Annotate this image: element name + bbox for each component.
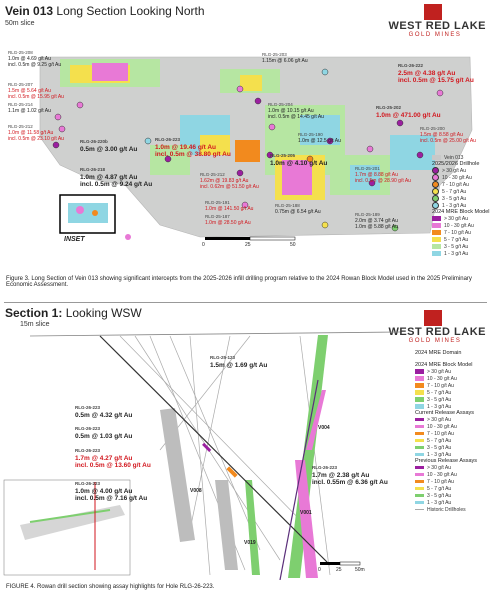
dot-icon	[432, 174, 439, 181]
legend-item	[415, 471, 489, 478]
intercept-label	[312, 464, 388, 487]
legend-label: 3 - 5 g/t Au	[427, 444, 452, 451]
swatch-icon	[415, 369, 424, 374]
legend-item	[415, 451, 489, 458]
logo-main-text: WEST RED LAKE	[388, 20, 486, 32]
legend-item	[415, 416, 489, 423]
intercept-label	[80, 166, 152, 189]
legend-item	[415, 499, 489, 506]
legend-label: > 30 g/t Au	[427, 368, 452, 375]
intercept-label	[200, 172, 259, 190]
legend-title: 2024 MRE Block Model	[415, 362, 473, 368]
swatch-icon	[432, 244, 441, 249]
fig3-scale-tick-1: 25	[245, 242, 251, 248]
legend-item	[415, 430, 489, 437]
legend-item	[415, 464, 489, 471]
vein-label: V019	[244, 540, 256, 546]
legend-label: > 30 g/t Au	[444, 215, 469, 222]
hole-id: RLG-26-223	[75, 405, 101, 410]
legend-label: 3 - 5 g/t Au	[427, 396, 452, 403]
legend-label: 3 - 5 g/t Au	[444, 243, 469, 250]
swatch-icon	[415, 404, 424, 409]
intercept-line: incl. 0.5m @ 9.25 g/t Au	[8, 62, 62, 68]
legend-item	[432, 215, 490, 222]
intercept-label	[376, 104, 441, 119]
legend-item	[415, 506, 489, 513]
legend-label: 1 - 3 g/t Au	[427, 499, 452, 506]
fig3-legend	[432, 154, 490, 257]
logo-sub-text: GOLD MINES	[408, 32, 462, 38]
legend-vein	[432, 154, 490, 161]
legend-label: 1 - 3 g/t Au	[427, 403, 452, 410]
intercept-label	[270, 152, 327, 167]
legend-item	[415, 423, 489, 430]
hole-id: RLG-25-201	[355, 166, 380, 171]
fig3-logo	[384, 4, 486, 38]
intercept-label	[80, 138, 137, 153]
intercept-label	[355, 212, 398, 230]
swatch-icon	[415, 418, 424, 421]
intercept-line: 1.0m @ 28.50 g/t Au	[205, 220, 251, 226]
inset-label: INSET	[64, 236, 85, 243]
hole-id: RLG-25-212	[8, 124, 33, 129]
legend-item	[432, 250, 490, 257]
legend-title: 2024 MRE Domain	[415, 350, 462, 356]
hole-id: RLG-26-218	[80, 167, 106, 172]
fig3-title-bold: Vein 013	[5, 4, 54, 18]
vein-label: V008	[190, 488, 202, 494]
legend-item	[415, 389, 489, 396]
hole-id: RLG-25-203	[262, 52, 287, 57]
hole-id: RLG-25-212	[200, 172, 225, 177]
legend-item	[432, 174, 490, 181]
intercept-line: incl. 0.5m @ 25.00 g/t Au	[420, 138, 476, 144]
hole-id: RLG-25-208	[8, 50, 33, 55]
hole-id: RLG-25-190	[298, 132, 323, 137]
legend-label: Vein 013	[444, 154, 464, 161]
logo-main-text: WEST RED LAKE	[388, 326, 486, 338]
legend-label: 10 - 30 g/t Au	[444, 222, 474, 229]
hole-id: RLG-26-223	[75, 426, 101, 431]
intercept-line: incl. 0.5m @ 14.45 g/t Au	[268, 114, 324, 120]
hole-id: RLG-25-189	[355, 212, 380, 217]
legend-item	[415, 478, 489, 485]
swatch-icon	[415, 397, 424, 402]
intercept-line: 1.7m @ 8.88 g/t Au	[355, 172, 398, 178]
intercept-line: incl. 0.5m @ 15.95 g/t Au	[8, 94, 64, 100]
company-logo-icon	[424, 310, 442, 326]
legend-item	[432, 167, 490, 174]
legend-item	[415, 396, 489, 403]
dot-icon	[432, 202, 439, 209]
intercept-line: 1.5m @ 8.58 g/t Au	[420, 132, 463, 138]
intercept-line: 1.7m @ 4.27 g/t Au	[75, 454, 133, 462]
hole-id: RLG-25-202	[376, 105, 402, 110]
intercept-line: 1.0m @ 4.00 g/t Au	[75, 487, 133, 495]
vein-label: V004	[318, 425, 330, 431]
intercept-line: 1.62m @ 19.83 g/t Au	[200, 178, 249, 184]
hole-id: RLG-25-188	[275, 203, 300, 208]
legend-item	[432, 195, 490, 202]
intercept-line: incl. 0.5m @ 23.10 g/t Au	[8, 136, 64, 142]
intercept-label	[8, 124, 64, 142]
swatch-icon	[432, 237, 441, 242]
intercept-line: 1.0m @ 5.88 g/t Au	[355, 224, 398, 230]
legend-label: > 30 g/t Au	[427, 416, 452, 423]
legend-item	[432, 181, 490, 188]
legend-title: 2025/2026 Drillhole	[432, 161, 480, 167]
hole-id: RLG-26-222	[398, 63, 424, 68]
fig3-title	[5, 4, 205, 18]
swatch-icon	[415, 501, 424, 504]
intercept-label	[262, 52, 308, 64]
legend-item	[415, 403, 489, 410]
legend-item	[432, 222, 490, 229]
legend-label: 1 - 3 g/t Au	[442, 202, 467, 209]
intercept-line: incl. 0.5m @ 28.90 g/t Au	[355, 178, 411, 184]
intercept-label	[275, 203, 321, 215]
fig4-scale-tick-2: 50m	[355, 567, 365, 573]
intercept-line: 1.5m @ 5.64 g/t Au	[8, 88, 51, 94]
swatch-icon	[415, 390, 424, 395]
swatch-icon	[415, 439, 424, 442]
legend-item	[415, 492, 489, 499]
intercept-line: 1.0m @ 4.10 g/t Au	[270, 159, 328, 167]
legend-title: Previous Release Assays	[415, 458, 478, 464]
intercept-line: incl. 0.5m @ 15.75 g/t Au	[398, 77, 474, 84]
fig4-scale-tick-0: 0	[318, 567, 321, 573]
hole-id: RLG-26-223	[75, 481, 101, 486]
intercept-label	[355, 166, 411, 184]
swatch-icon	[415, 487, 424, 490]
legend-label: 5 - 7 g/t Au	[427, 389, 452, 396]
dot-icon	[432, 188, 439, 195]
intercept-label	[398, 62, 474, 85]
intercept-label	[205, 214, 251, 226]
intercept-line: 0.5m @ 3.00 g/t Au	[80, 145, 138, 153]
intercept-label	[298, 132, 341, 144]
legend-item	[432, 243, 490, 250]
fig3-title-light: Long Section Looking North	[56, 4, 205, 18]
legend-label: 7 - 10 g/t Au	[442, 181, 469, 188]
fig4-caption: FIGURE 4. Rowan drill section showing assay highlights for Hole RLG-26-223.	[6, 584, 215, 590]
legend-title: Current Release Assays	[415, 410, 474, 416]
intercept-line: incl. 0.55m @ 6.36 g/t Au	[312, 479, 388, 486]
hole-id: RLG-26-223	[312, 465, 338, 470]
legend-label: 1 - 3 g/t Au	[427, 451, 452, 458]
swatch-icon	[415, 494, 424, 497]
swatch-icon	[415, 383, 424, 388]
intercept-line: 1.0m @ 10.15 g/t Au	[268, 108, 314, 114]
legend-label: 5 - 7 g/t Au	[442, 188, 467, 195]
fig4-scale-bar	[320, 562, 360, 565]
intercept-line: 2.0m @ 3.74 g/t Au	[355, 218, 398, 224]
legend-label: Historic Drillholes	[427, 506, 466, 513]
legend-label: 5 - 7 g/t Au	[444, 236, 469, 243]
legend-title: 2024 MRE Block Model	[432, 209, 490, 215]
dot-icon	[432, 167, 439, 174]
fig3-scale-tick-2: 50	[290, 242, 296, 248]
intercept-label	[210, 354, 267, 369]
intercept-label	[8, 82, 64, 100]
legend-label: 7 - 10 g/t Au	[444, 229, 471, 236]
hole-id: RLG-26-220b	[80, 139, 108, 144]
legend-label: 7 - 10 g/t Au	[427, 478, 454, 485]
legend-label: 3 - 5 g/t Au	[427, 492, 452, 499]
intercept-line: 1.0m @ 4.69 g/t Au	[8, 56, 51, 62]
fig3-caption: Figure 3. Long Section of Vein 013 showing significant intercepts from the 2025-2026 infill drilling program relative to the 2024 Rowan Block Model used in the 2025 Preliminary Economic Assessment.	[6, 276, 472, 288]
swatch-icon	[415, 480, 424, 483]
intercept-line: 0.75m @ 6.54 g/t Au	[275, 209, 321, 215]
fig3-slice: 50m slice	[5, 20, 35, 27]
hole-id: RLG-25-191	[205, 200, 230, 205]
intercept-label	[75, 425, 132, 440]
swatch-icon	[415, 466, 424, 469]
fig4-title-bold: Section 1:	[5, 306, 63, 320]
legend-label: 5 - 7 g/t Au	[427, 437, 452, 444]
legend-label: 10 - 30 g/t Au	[442, 174, 472, 181]
logo-sub-text: GOLD MINES	[408, 338, 462, 344]
legend-item	[432, 229, 490, 236]
legend-item	[432, 236, 490, 243]
intercept-line: 1.5m @ 1.69 g/t Au	[210, 361, 268, 369]
swatch-icon	[415, 432, 424, 435]
swatch-icon	[432, 216, 441, 221]
vein-label: V001	[300, 510, 312, 516]
fig3-scale-tick-0: 0	[202, 242, 205, 248]
legend-item	[415, 382, 489, 389]
legend-label: 7 - 10 g/t Au	[427, 382, 454, 389]
intercept-line: incl. 0.5m @ 38.80 g/t Au	[155, 151, 231, 158]
legend-label: > 30 g/t Au	[427, 464, 452, 471]
company-logo-icon	[424, 4, 442, 20]
intercept-line: 1.0m @ 12.5 g/t Au	[298, 138, 341, 144]
hole-id: RLG-25-123	[210, 355, 236, 360]
fig4-slice: 15m slice	[20, 321, 50, 328]
intercept-label	[75, 480, 147, 503]
fig4-legend	[415, 350, 489, 513]
intercept-line: 1.1m @ 1.02 g/t Au	[8, 108, 51, 114]
intercept-line: 2.5m @ 4.38 g/t Au	[398, 69, 456, 77]
intercept-label	[75, 404, 132, 419]
hole-id: RLG-25-187	[205, 214, 230, 219]
legend-item	[415, 444, 489, 451]
intercept-label	[8, 102, 51, 114]
legend-item	[415, 437, 489, 444]
intercept-line: incl. 0.5m @ 7.16 g/t Au	[75, 495, 148, 502]
intercept-line: 1.0m @ 11.58 g/t Au	[8, 130, 54, 136]
hole-id: RLG-25-200	[420, 126, 445, 131]
hole-id: RLG-26-223	[155, 137, 181, 142]
hole-id: RLG-26-223	[75, 448, 101, 453]
intercept-line: 1.0m @ 471.00 g/t Au	[376, 111, 441, 119]
fig4-scale-tick-1: 25	[336, 567, 342, 573]
legend-item	[432, 188, 490, 195]
legend-label: 5 - 7 g/t Au	[427, 485, 452, 492]
fig3-scale-bar	[205, 237, 295, 240]
fig4-title-light: Looking WSW	[65, 306, 142, 320]
intercept-line: incl. 0.62m @ 51.50 g/t Au	[200, 184, 259, 190]
intercept-label	[268, 102, 324, 120]
swatch-icon	[432, 230, 441, 235]
swatch-icon	[432, 251, 441, 256]
intercept-line: 1.0m @ 4.87 g/t Au	[80, 173, 138, 181]
intercept-label	[205, 200, 253, 212]
fig4-title	[5, 306, 142, 320]
intercept-line: 1.0m @ 141.50 g/t Au	[205, 206, 254, 212]
dot-icon	[432, 195, 439, 202]
legend-label: 1 - 3 g/t Au	[444, 250, 469, 257]
vein-swatch-icon	[432, 155, 441, 160]
intercept-line: 1.7m @ 2.38 g/t Au	[312, 471, 370, 479]
swatch-icon	[415, 453, 424, 456]
intercept-label	[155, 136, 231, 159]
legend-label: > 30 g/t Au	[442, 167, 467, 174]
section-divider	[4, 302, 487, 303]
legend-label: 10 - 30 g/t Au	[427, 375, 457, 382]
legend-label: 10 - 30 g/t Au	[427, 423, 457, 430]
intercept-label	[8, 50, 61, 68]
intercept-line: 0.5m @ 1.03 g/t Au	[75, 432, 133, 440]
legend-label: 10 - 30 g/t Au	[427, 471, 457, 478]
legend-label: 7 - 10 g/t Au	[427, 430, 454, 437]
legend-label: 3 - 5 g/t Au	[442, 195, 467, 202]
intercept-label	[75, 447, 151, 470]
legend-item	[415, 368, 489, 375]
swatch-icon	[415, 376, 424, 381]
intercept-line: 1.0m @ 19.46 g/t Au	[155, 143, 217, 151]
hole-id: RLG-25-204	[268, 102, 293, 107]
swatch-icon	[415, 446, 424, 449]
hole-id: RLG-25-207	[8, 82, 33, 87]
intercept-line: 1.15m @ 6.06 g/t Au	[262, 58, 308, 64]
line-icon	[415, 509, 424, 510]
dot-icon	[432, 181, 439, 188]
legend-item	[415, 485, 489, 492]
intercept-line: 0.5m @ 4.32 g/t Au	[75, 411, 133, 419]
swatch-icon	[415, 425, 424, 428]
swatch-icon	[432, 223, 441, 228]
intercept-line: incl. 0.5m @ 13.60 g/t Au	[75, 462, 151, 469]
hole-id: RLG-25-205	[270, 153, 296, 158]
legend-item	[415, 375, 489, 382]
intercept-line: incl. 0.5m @ 9.24 g/t Au	[80, 181, 153, 188]
legend-item	[432, 202, 490, 209]
hole-id: RLG-25-214	[8, 102, 33, 107]
intercept-label	[420, 126, 476, 144]
swatch-icon	[415, 473, 424, 476]
